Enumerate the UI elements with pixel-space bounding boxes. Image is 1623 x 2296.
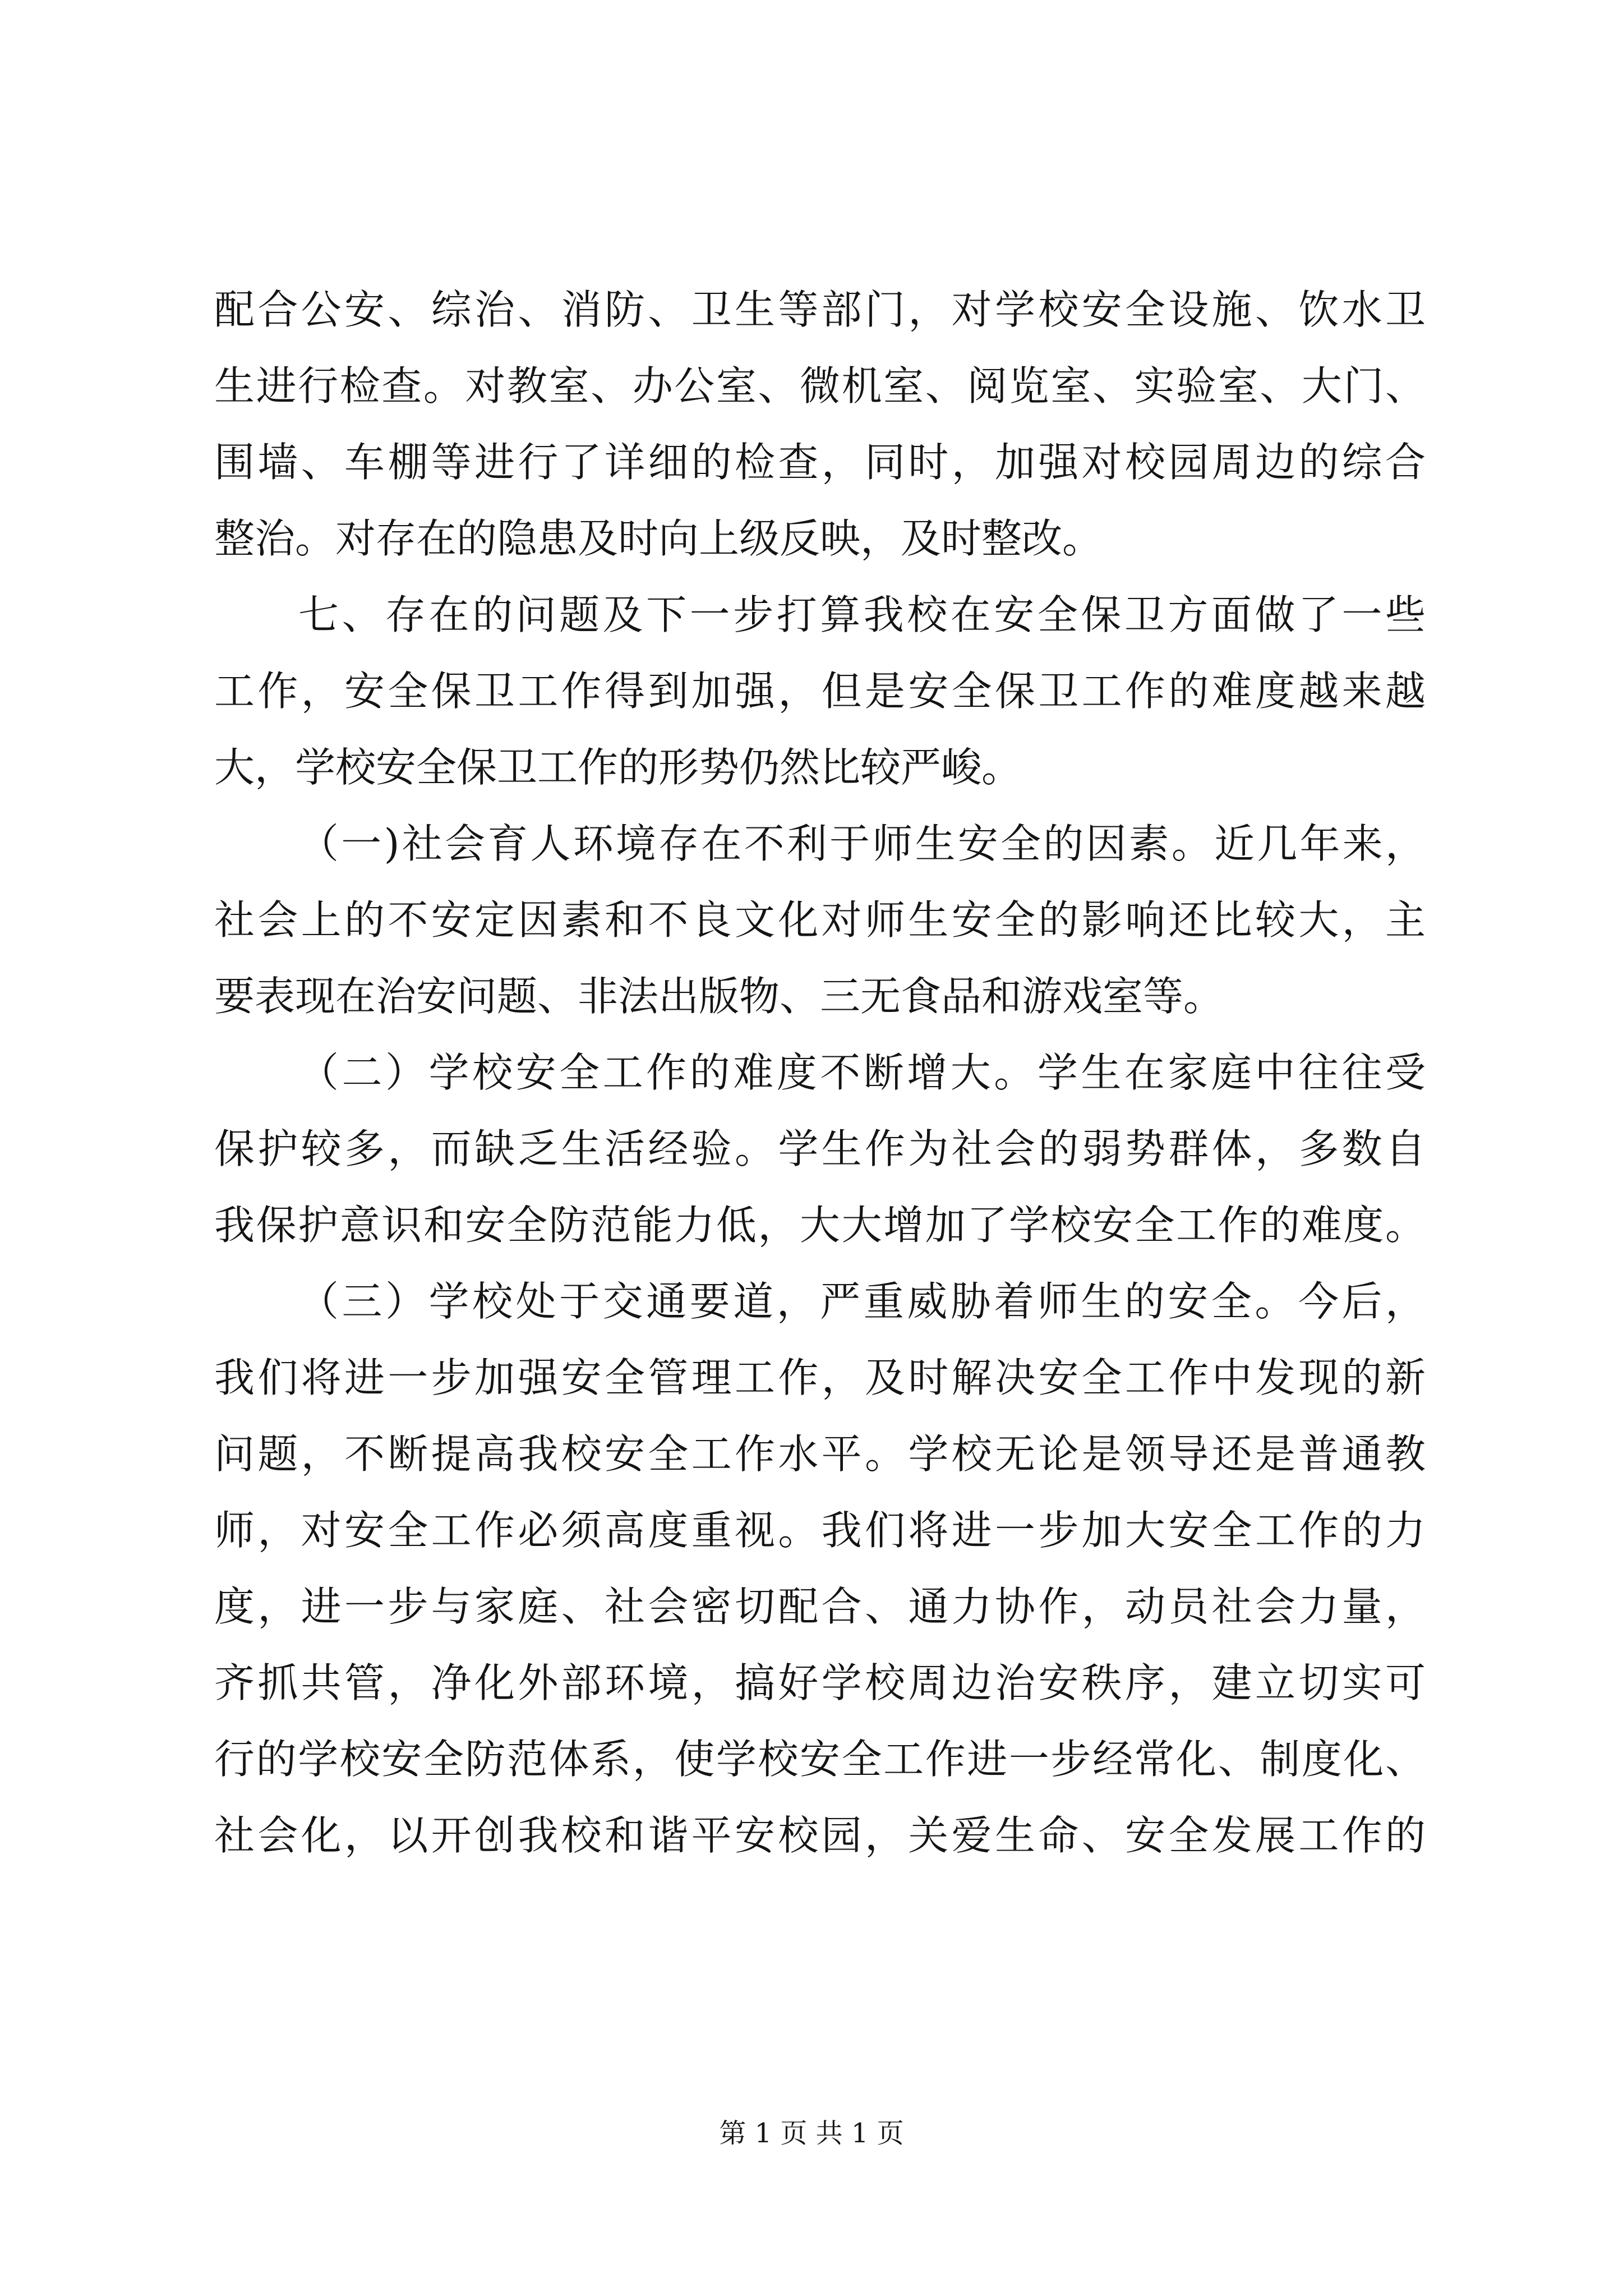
- text-line: 行的学校安全防范体系，使学校安全工作进一步经常化、制度化、: [214, 1736, 1426, 1783]
- text-line: 整治。对存在的隐患及时向上级反映，及时整改。: [214, 515, 1103, 562]
- text-line: 我保护意识和安全防范能力低，大大增加了学校安全工作的难度。: [214, 1202, 1426, 1249]
- text-line: （三）学校处于交通要道，严重威胁着师生的安全。今后，: [298, 1278, 1426, 1325]
- text-line: 工作，安全保卫工作得到加强，但是安全保卫工作的难度越来越: [214, 668, 1426, 715]
- text-line: 大，学校安全保卫工作的形势仍然比较严峻。: [214, 744, 1022, 791]
- text-line: 社会化，以开创我校和谐平安校园，关爱生命、安全发展工作的: [214, 1812, 1426, 1859]
- text-line: 生进行检查。对教室、办公室、微机室、阅览室、实验室、大门、: [214, 362, 1426, 409]
- paragraph-heading: 七、存在的问题及下一步打算我校在安全保卫方面做了一些: [298, 591, 1426, 638]
- page-footer: 第 1 页 共 1 页: [719, 2118, 904, 2149]
- text-line: 齐抓共管，净化外部环境，搞好学校周边治安秩序，建立切实可: [214, 1659, 1426, 1706]
- text-line: 保护较多，而缺乏生活经验。学生作为社会的弱势群体，多数自: [214, 1125, 1426, 1172]
- text-line: 配合公安、综治、消防、卫生等部门，对学校安全设施、饮水卫: [214, 286, 1426, 333]
- text-line: 师，对安全工作必须高度重视。我们将进一步加大安全工作的力: [214, 1507, 1426, 1554]
- text-line: 社会上的不安定因素和不良文化对师生安全的影响还比较大，主: [214, 896, 1426, 944]
- text-line: 我们将进一步加强安全管理工作，及时解决安全工作中发现的新: [214, 1354, 1426, 1401]
- text-line: 围墙、车棚等进行了详细的检查，同时，加强对校园周边的综合: [214, 439, 1426, 486]
- text-line: （一)社会育人环境存在不利于师生安全的因素。近几年来，: [298, 820, 1426, 867]
- text-line: 度，进一步与家庭、社会密切配合、通力协作，动员社会力量，: [214, 1583, 1426, 1630]
- text-line: （二）学校安全工作的难度不断增大。学生在家庭中往往受: [298, 1049, 1426, 1096]
- text-line: 要表现在治安问题、非法出版物、三无食品和游戏室等。: [214, 973, 1224, 1020]
- text-line: 问题，不断提高我校安全工作水平。学校无论是领导还是普通教: [214, 1430, 1426, 1478]
